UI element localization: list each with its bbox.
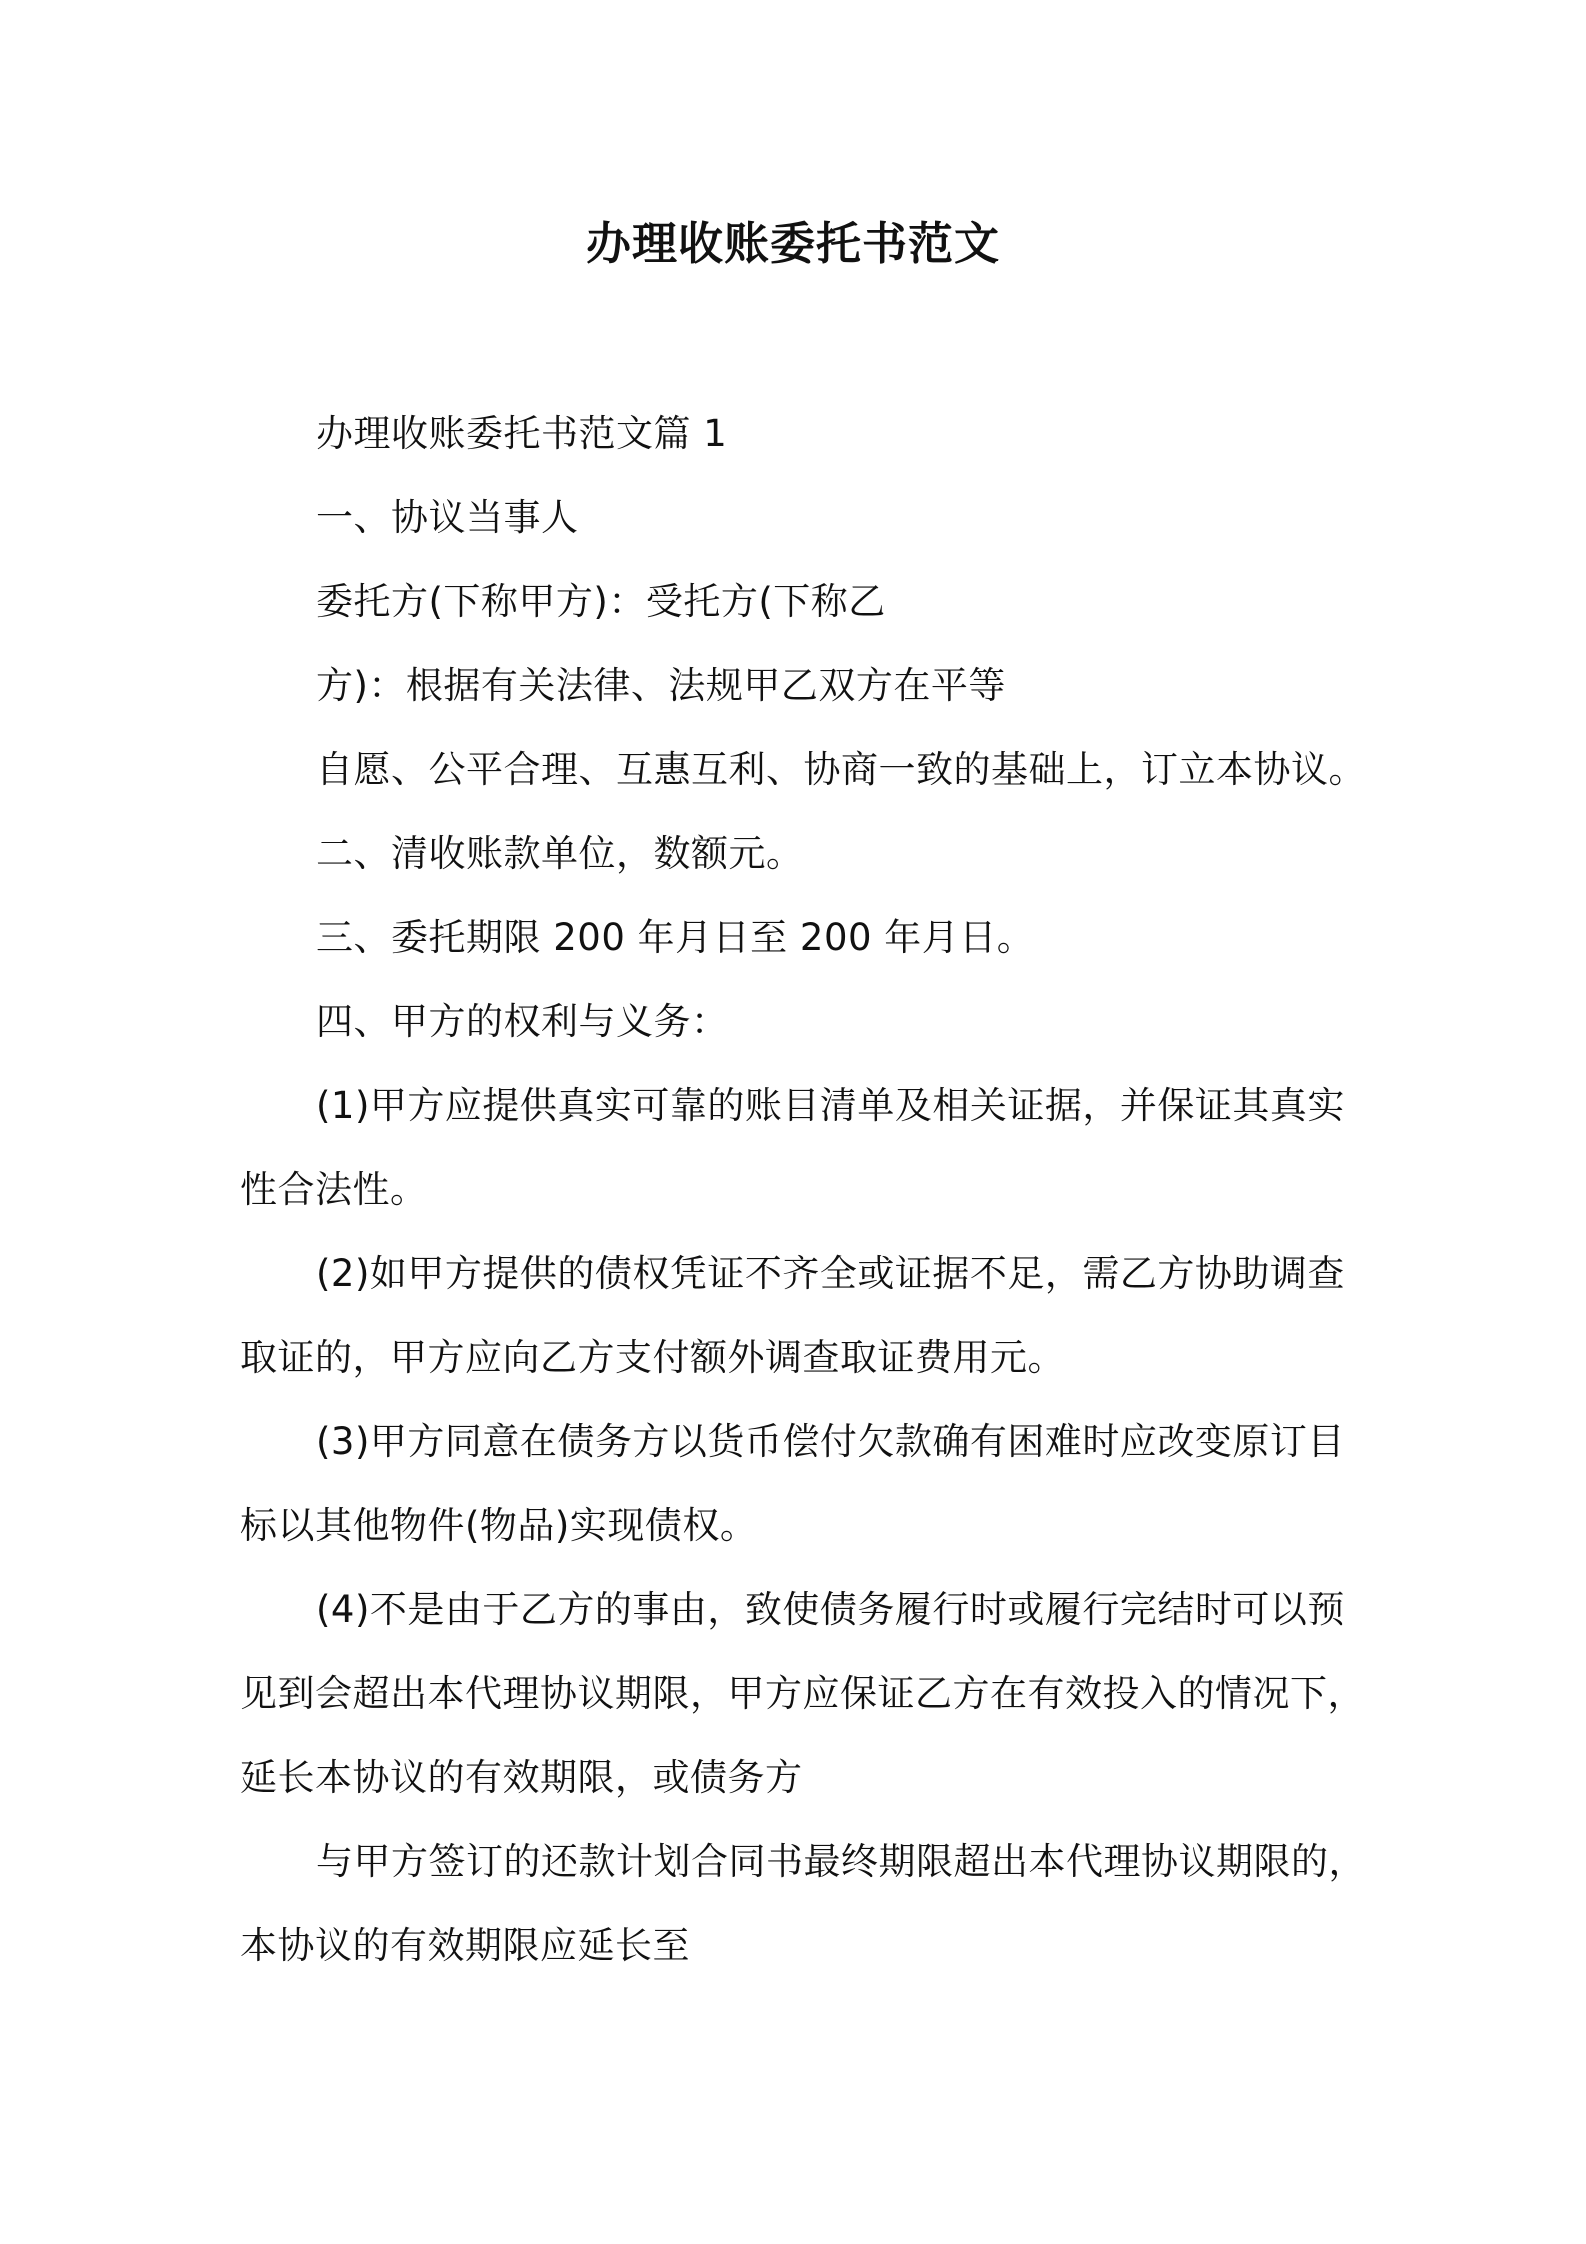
- paragraph-line: 三、委托期限 200 年月日至 200 年月日。: [316, 916, 1035, 959]
- paragraph-line: 一、协议当事人: [316, 496, 579, 539]
- paragraph-line: 本协议的有效期限应延长至: [240, 1924, 690, 1967]
- paragraph-line: 二、清收账款单位，数额元。: [316, 832, 804, 875]
- document-title: 办理收账委托书范文: [585, 217, 1000, 270]
- paragraph-line: (4)不是由于乙方的事由，致使债务履行时或履行完结时可以预: [316, 1588, 1345, 1631]
- paragraph-line: (1)甲方应提供真实可靠的账目清单及相关证据，并保证其真实: [316, 1084, 1345, 1127]
- paragraph-line: 性合法性。: [240, 1168, 428, 1211]
- paragraph-line: (3)甲方同意在债务方以货币偿付欠款确有困难时应改变原订目: [316, 1420, 1345, 1463]
- paragraph-line: 自愿、公平合理、互惠互利、协商一致的基础上，订立本协议。: [316, 748, 1366, 791]
- paragraph-line: 标以其他物件(物品)实现债权。: [240, 1504, 758, 1547]
- paragraph-line: 方)：根据有关法律、法规甲乙双方在平等: [316, 664, 1006, 707]
- paragraph-line: (2)如甲方提供的债权凭证不齐全或证据不足，需乙方协助调查: [316, 1252, 1345, 1295]
- paragraph-line: 延长本协议的有效期限，或债务方: [240, 1756, 803, 1799]
- paragraph-line: 四、甲方的权利与义务：: [316, 1000, 729, 1043]
- paragraph-line: 委托方(下称甲方)：受托方(下称乙: [316, 580, 886, 623]
- section-heading: 办理收账委托书范文篇 1: [316, 412, 728, 455]
- paragraph-line: 见到会超出本代理协议期限，甲方应保证乙方在有效投入的情况下，: [240, 1672, 1365, 1715]
- paragraph-line: 取证的，甲方应向乙方支付额外调查取证费用元。: [240, 1336, 1065, 1379]
- paragraph-line: 与甲方签订的还款计划合同书最终期限超出本代理协议期限的，: [316, 1840, 1366, 1883]
